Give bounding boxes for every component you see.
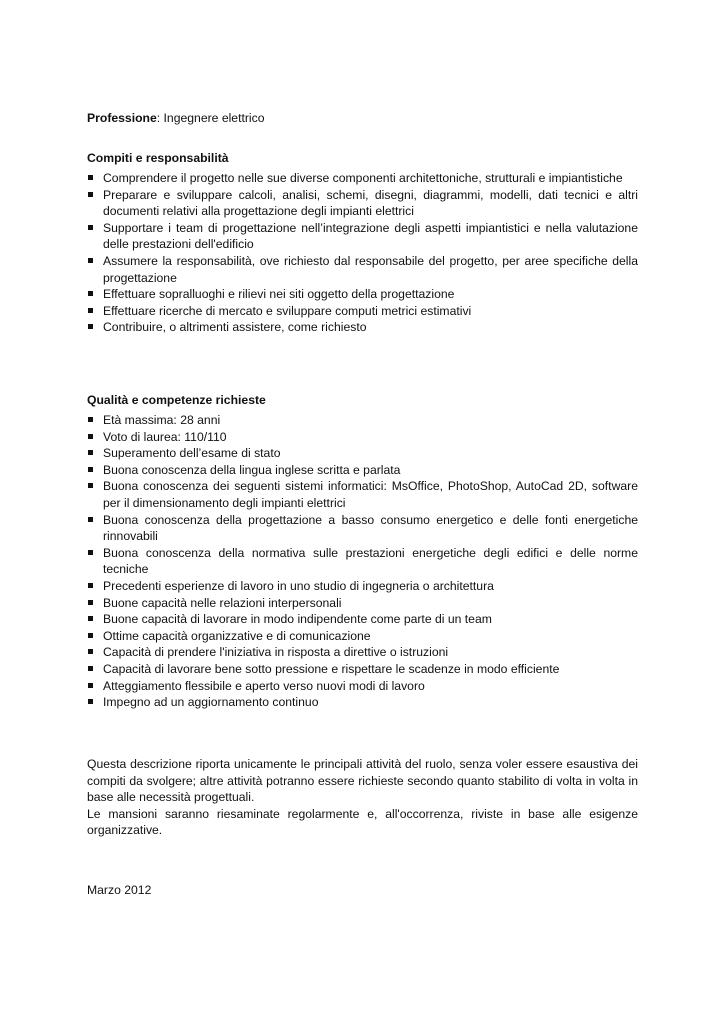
- bullet-icon: [88, 550, 93, 555]
- list-item: Ottime capacità organizzative e di comunicazione: [87, 628, 638, 645]
- bullet-icon: [88, 467, 93, 472]
- bullet-icon: [88, 225, 93, 230]
- bullet-icon: [88, 192, 93, 197]
- list-item: Buone capacità nelle relazioni interpersonali: [87, 595, 638, 612]
- list-item: Voto di laurea: 110/110: [87, 429, 638, 446]
- list-item: Supportare i team di progettazione nell’integrazione degli aspetti impiantistici e nella valutazione delle prestazioni dell'edificio: [87, 220, 638, 253]
- list-item: Buona conoscenza della normativa sulle prestazioni energetiche degli edifici e delle norme tecniche: [87, 545, 638, 578]
- bullet-icon: [88, 600, 93, 605]
- bullet-icon: [88, 616, 93, 621]
- tasks-list: [87, 170, 638, 336]
- list-item: Buona conoscenza della lingua inglese scritta e parlata: [87, 462, 638, 479]
- list-item: Assumere la responsabilità, ove richiesto dal responsabile del progetto, per aree specifiche della progettazione: [87, 253, 638, 286]
- list-item: Effettuare ricerche di mercato e sviluppare computi metrici estimativi: [87, 303, 638, 320]
- bullet-icon: [88, 699, 93, 704]
- tasks-heading: [87, 150, 638, 167]
- profession-separator: :: [156, 111, 164, 125]
- bullet-icon: [88, 417, 93, 422]
- bullet-icon: [88, 666, 93, 671]
- skills-heading-text: Qualità e competenze richieste: [87, 393, 266, 407]
- bullet-icon: [88, 324, 93, 329]
- bullet-icon: [88, 633, 93, 638]
- tasks-heading-text: Compiti e responsabilità: [87, 151, 229, 165]
- list-item: Buona conoscenza dei seguenti sistemi informatici: MsOffice, PhotoShop, AutoCad 2D, software per il dimensionamento degli impianti elettrici: [87, 478, 638, 511]
- list-item: Buone capacità di lavorare in modo indipendente come parte di un team: [87, 611, 638, 628]
- bullet-icon: [88, 649, 93, 654]
- list-item: Effettuare sopralluoghi e rilievi nei siti oggetto della progettazione: [87, 286, 638, 303]
- list-item: Comprendere il progetto nelle sue diverse componenti architettoniche, strutturali e impiantistiche: [87, 170, 638, 187]
- list-item: Capacità di prendere l'iniziativa in risposta a direttive o istruzioni: [87, 644, 638, 661]
- bullet-icon: [88, 291, 93, 296]
- list-item: Capacità di lavorare bene sotto pressione e rispettare le scadenze in modo efficiente: [87, 661, 638, 678]
- bullet-icon: [88, 583, 93, 588]
- bullet-icon: [88, 175, 93, 180]
- bullet-icon: [88, 434, 93, 439]
- closing-paragraph-2: Le mansioni saranno riesaminate regolarmente e, all'occorrenza, riviste in base alle esigenze organizzative.: [87, 806, 638, 838]
- profession-label: Professione: [87, 111, 157, 125]
- bullet-icon: [88, 483, 93, 488]
- list-item: Preparare e sviluppare calcoli, analisi, schemi, disegni, diagrammi, modelli, dati tecnici e altri documenti relativi alla progettazione degli impianti elettrici: [87, 187, 638, 220]
- bullet-icon: [88, 308, 93, 313]
- list-item: Atteggiamento flessibile e aperto verso nuovi modi di lavoro: [87, 678, 638, 695]
- bullet-icon: [88, 517, 93, 522]
- closing-notes: [87, 756, 638, 839]
- list-item: Impegno ad un aggiornamento continuo: [87, 694, 638, 711]
- bullet-icon: [88, 450, 93, 455]
- list-item: Precedenti esperienze di lavoro in uno studio di ingegneria o architettura: [87, 578, 638, 595]
- list-item: Contribuire, o altrimenti assistere, come richiesto: [87, 319, 638, 336]
- skills-heading: [87, 392, 638, 409]
- list-item: Età massima: 28 anni: [87, 412, 638, 429]
- profession-value: Ingegnere elettrico: [163, 111, 265, 125]
- bullet-icon: [88, 683, 93, 688]
- skills-list: [87, 412, 638, 711]
- closing-paragraph-1: Questa descrizione riporta unicamente le principali attività del ruolo, senza voler essere esaustiva dei compiti da svolgere; altre attività potranno essere richieste secondo quanto stabilito di volta in volta in base alle necessità progettuali.: [87, 757, 638, 805]
- bullet-icon: [88, 258, 93, 263]
- profession-line: [87, 110, 638, 127]
- list-item: Superamento dell’esame di stato: [87, 445, 638, 462]
- list-item: Buona conoscenza della progettazione a basso consumo energetico e delle fonti energetiche rinnovabili: [87, 512, 638, 545]
- document-date: Marzo 2012: [87, 883, 152, 897]
